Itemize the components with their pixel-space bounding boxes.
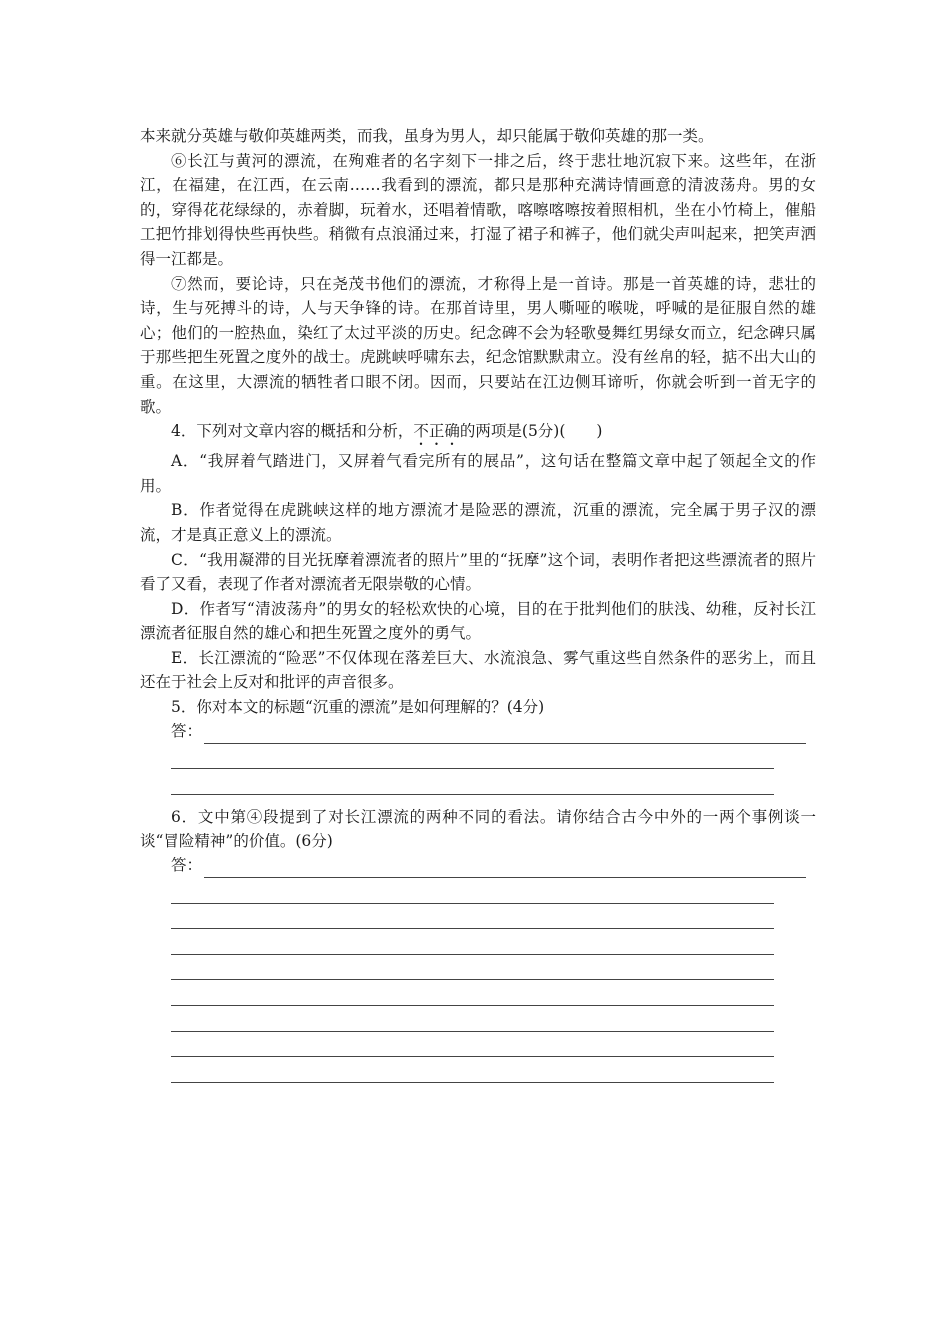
paragraph-continued: 本来就分英雄与敬仰英雄两类，而我，虽身为男人，却只能属于敬仰英雄的那一类。 (140, 127, 714, 145)
answer-line[interactable] (171, 1006, 774, 1032)
question-5-answer-row[interactable] (171, 720, 816, 744)
spacer (140, 795, 816, 805)
question-4-stem-end: 的两项是(5分)( ) (459, 422, 603, 441)
answer-line[interactable] (171, 980, 774, 1006)
question-4-option-a: A．“我屏着气踏进门，又屏着气看完所有的展品”，这句话在整篇文章中起了领起全文的作用。 (140, 452, 816, 495)
answer-line[interactable] (204, 729, 806, 744)
answer-line[interactable] (171, 1057, 774, 1083)
question-4-emphasis: 不正确 (413, 422, 460, 441)
answer-line[interactable] (171, 955, 774, 981)
question-6-answer-row[interactable] (171, 854, 816, 878)
question-4-option-e: E．长江漂流的“险恶”不仅体现在落差巨大、水流浪急、雾气重这些自然条件的恶劣上，而且还在于社会上反对和批评的声音很多。 (140, 648, 816, 692)
paragraph-6: ⑥长江与黄河的漂流，在殉难者的名字刻下一排之后，终于悲壮地沉寂下来。这些年，在浙江，在福建，在江西，在云南……我看到的漂流，都只是那种充满诗情画意的清波荡舟。男的女的，穿得花花绿绿的，赤着脚，玩着水，还唱着情歌，喀嚓喀嚓按着照相机，坐在小竹椅上，催船工把竹排划得快些再快些。稍微有点浪涌过来，打湿了裙子和裤子，他们就尖声叫起来，把笑声洒得一江都是。 (140, 151, 816, 268)
question-4-option-d: D．作者写“清波荡舟”的男女的轻松欢快的心境，目的在于批判他们的肤浅、幼稚，反衬长江漂流者征服自然的雄心和把生死置之度外的勇气。 (140, 599, 816, 643)
answer-line[interactable] (171, 1032, 774, 1058)
answer-line[interactable] (171, 878, 774, 904)
answer-line[interactable] (204, 863, 806, 878)
answer-line[interactable] (171, 904, 774, 930)
question-4-stem (140, 419, 816, 449)
answer-line[interactable] (171, 744, 774, 770)
question-4-stem-start: 4．下列对文章内容的概括和分析， (171, 422, 414, 441)
question-4-option-b: B．作者觉得在虎跳峡这样的地方漂流才是险恶的漂流，沉重的漂流，完全属于男子汉的漂流，才是真正意义上的漂流。 (140, 501, 816, 544)
paragraph-7: ⑦然而，要论诗，只在尧茂书他们的漂流，才称得上是一首诗。那是一首英雄的诗，悲壮的诗，生与死搏斗的诗，人与天争锋的诗。在那首诗里，男人嘶哑的喉咙，呼喊的是征服自然的雄心；他们的一腔热血，染红了太过平淡的历史。纪念碑不会为轻歌曼舞红男绿女而立，纪念碑只属于那些把生死置之度外的战士。虎跳峡呼啸东去，纪念馆默默肃立。没有丝帛的轻，掂不出大山的重。在这里，大漂流的牺牲者口眼不闭。因而，只要站在江边侧耳谛听，你就会听到一首无字的歌。 (140, 274, 816, 416)
answer-label: 答： (171, 722, 203, 741)
question-6-stem: 6．文中第④段提到了对长江漂流的两种不同的看法。请你结合古今中外的一两个事例谈一谈“冒险精神”的价值。(6分) (140, 807, 816, 851)
question-5-stem: 5．你对本文的标题“沉重的漂流”是如何理解的？(4分) (171, 698, 545, 717)
answer-line[interactable] (171, 929, 774, 955)
answer-line[interactable] (171, 769, 774, 795)
document-page (140, 124, 816, 1083)
answer-label: 答： (171, 856, 203, 875)
question-4-option-c: C．“我用凝滞的目光抚摩着漂流者的照片”里的“抚摩”这个词，表明作者把这些漂流者的照片看了又看，表现了作者对漂流者无限崇敬的心情。 (140, 550, 816, 594)
